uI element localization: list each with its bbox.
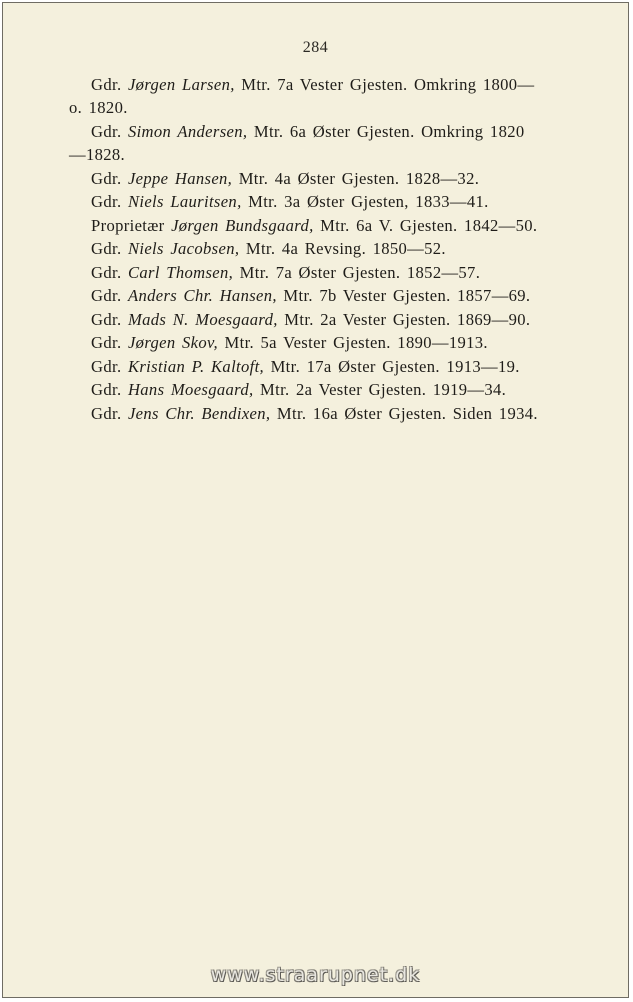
page-number: 284	[302, 39, 329, 56]
entry-name: Kristian P. Kaltoft,	[127, 356, 265, 376]
entry-details: Mtr. 4a Øster Gjesten. 1828—32.	[238, 168, 480, 188]
owner-list	[69, 73, 575, 425]
list-item	[91, 190, 575, 213]
entry-title: Gdr.	[91, 356, 122, 376]
watermark-url: www.straarupnet.dk	[210, 964, 421, 986]
entry-name: Jeppe Hansen,	[127, 168, 233, 188]
list-item	[91, 167, 575, 190]
list-item	[91, 355, 575, 378]
entry-title: Gdr.	[91, 380, 122, 400]
entry-title: Proprietær	[91, 215, 165, 235]
entry-name: Anders Chr. Hansen,	[127, 286, 277, 306]
entry-details: Mtr. 6a V. Gjesten. 1842—50.	[320, 215, 538, 235]
list-item	[91, 284, 575, 307]
entry-details: Mtr. 5a Vester Gjesten. 1890—1913.	[224, 333, 488, 353]
entry-name: Niels Jacobsen,	[127, 239, 240, 259]
entry-title: Gdr.	[91, 403, 122, 423]
entry-continuation: o. 1820.	[69, 98, 128, 118]
entry-details: Mtr. 7a Øster Gjesten. 1852—57.	[239, 262, 481, 282]
list-item	[91, 214, 575, 237]
entry-details: Mtr. 6a Øster Gjesten. Omkring 1820	[253, 121, 525, 141]
entry-name: Simon Andersen,	[127, 121, 248, 141]
entry-name: Jørgen Bundsgaard,	[171, 215, 314, 235]
list-item	[91, 261, 575, 284]
entry-name: Carl Thomsen,	[127, 262, 234, 282]
list-item	[91, 237, 575, 260]
entry-title: Gdr.	[91, 333, 122, 353]
entry-name: Hans Moesgaard,	[127, 380, 254, 400]
entry-details: Mtr. 2a Vester Gjesten. 1869—90.	[284, 309, 531, 329]
entry-title: Gdr.	[91, 309, 122, 329]
entry-name: Jørgen Larsen,	[127, 75, 235, 94]
entry-details: Mtr. 17a Øster Gjesten. 1913—19.	[270, 356, 520, 376]
entry-details: Mtr. 4a Revsing. 1850—52.	[245, 239, 446, 259]
entry-name: Mads N. Moesgaard,	[127, 309, 278, 329]
entry-name: Jens Chr. Bendixen,	[127, 403, 271, 423]
entry-name: Niels Lauritsen,	[127, 192, 242, 212]
entry-title: Gdr.	[91, 286, 122, 306]
entry-details: Mtr. 2a Vester Gjesten. 1919—34.	[260, 380, 507, 400]
entry-title: Gdr.	[91, 239, 122, 259]
entry-continuation: —1828.	[69, 145, 126, 165]
entry-details: Mtr. 3a Øster Gjesten, 1833—41.	[248, 192, 489, 212]
list-item	[69, 73, 575, 120]
list-item	[91, 378, 575, 401]
entry-name: Jørgen Skov,	[127, 333, 219, 353]
list-item	[69, 120, 575, 167]
entry-title: Gdr.	[91, 121, 122, 141]
document-page	[2, 2, 629, 998]
list-item	[91, 402, 575, 425]
list-item	[91, 308, 575, 331]
entry-details: Mtr. 16a Øster Gjesten. Siden 1934.	[276, 403, 538, 423]
entry-details: Mtr. 7a Vester Gjesten. Omkring 1800—	[241, 75, 535, 94]
entry-title: Gdr.	[91, 168, 122, 188]
entry-title: Gdr.	[91, 262, 122, 282]
list-item	[91, 331, 575, 354]
entry-title: Gdr.	[91, 75, 122, 94]
entry-details: Mtr. 7b Vester Gjesten. 1857—69.	[283, 286, 531, 306]
entry-title: Gdr.	[91, 192, 122, 212]
